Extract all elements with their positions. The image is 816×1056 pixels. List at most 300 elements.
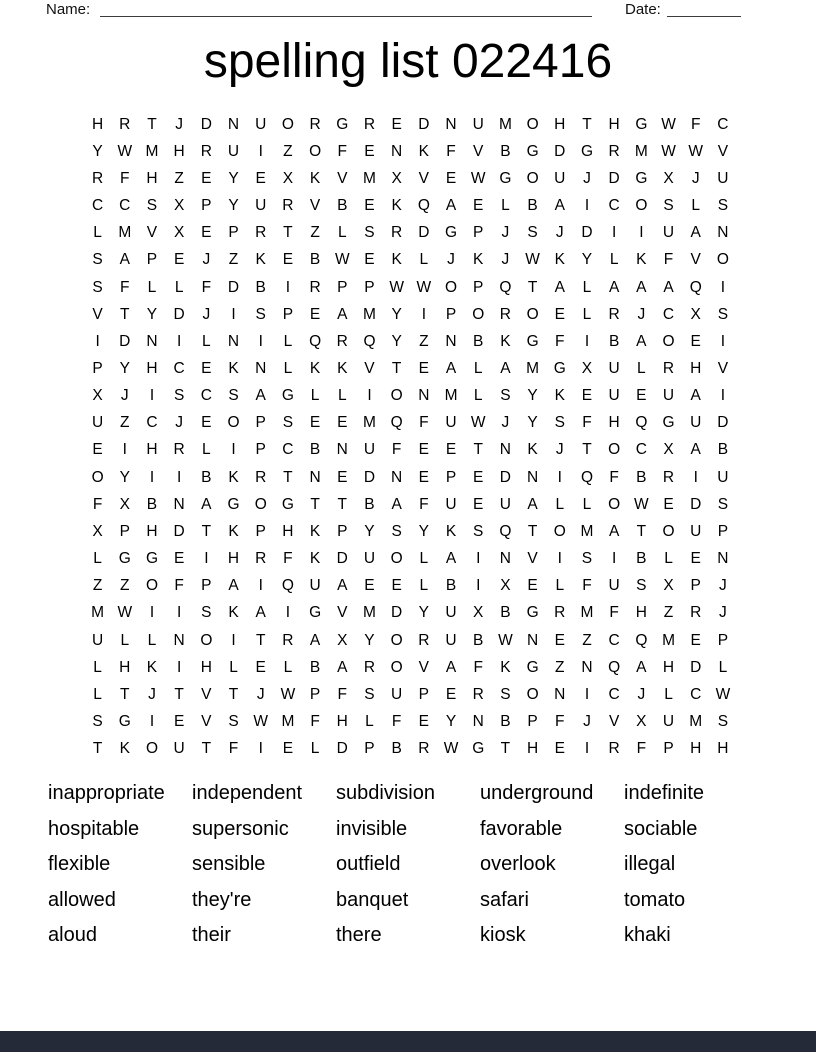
grid-letter: Q [281,577,294,595]
grid-letter: O [662,522,675,540]
grid-letter: U [363,550,376,568]
grid-letter: R [418,740,430,758]
word-list-item: they're [192,888,252,911]
grid-letter: B [473,631,484,649]
grid-letter: M [363,604,376,622]
grid-letter: C [119,197,131,215]
word-list-item: subdivision [336,782,435,804]
grid-letter: L [637,359,646,377]
grid-letter: L [419,251,429,269]
grid-letter: G [472,740,485,758]
grid-letter: V [146,224,158,242]
word-list-item: allowed [48,888,116,911]
grid-letter: S [717,495,729,513]
grid-letter: U [445,631,457,649]
grid-letter: H [635,604,647,622]
grid-letter: B [500,713,511,731]
grid-letter: U [690,522,702,540]
grid-letter: L [202,441,211,459]
grid-letter: O [281,115,294,133]
word-list-item: kiosk [480,924,526,947]
grid-letter: K [146,658,158,676]
grid-letter: R [255,468,267,486]
grid-letter: O [662,332,675,350]
grid-letter: I [584,740,590,758]
grid-letter: P [663,740,674,758]
grid-letter: G [227,495,240,513]
grid-letter: Q [499,278,512,296]
grid-letter: I [149,604,155,622]
grid-letter: D [690,658,702,676]
grid-letter: F [120,169,130,187]
grid-letter: S [146,197,158,215]
grid-letter: S [527,224,538,242]
grid-letter: G [281,495,294,513]
grid-letter: K [418,142,430,160]
grid-letter: B [445,577,457,595]
grid-letter: P [473,224,484,242]
grid-letter: I [122,441,127,459]
grid-letter: P [445,468,457,486]
grid-letter: U [608,577,620,595]
grid-letter: E [554,740,565,758]
grid-letter: D [499,468,511,486]
grid-letter: J [637,305,646,323]
grid-letter: K [500,332,511,350]
grid-letter: W [470,414,486,432]
grid-letter: F [201,278,212,296]
grid-letter: S [92,713,103,731]
grid-letter: R [499,305,511,323]
grid-letter: B [527,197,538,215]
grid-letter: A [445,359,457,377]
grid-letter: E [663,495,674,513]
grid-letter: P [473,278,484,296]
grid-letter: H [227,550,240,568]
grid-letter: K [636,251,647,269]
word-list-item: their [192,924,231,947]
grid-letter: W [117,604,133,622]
grid-letter: X [92,522,103,540]
grid-letter: W [470,169,486,187]
grid-letter: C [717,115,729,133]
grid-letter: E [364,197,375,215]
grid-letter: I [612,224,617,242]
grid-letter: N [554,685,566,703]
grid-letter: T [147,115,157,133]
grid-letter: G [635,169,648,187]
grid-letter: O [145,740,158,758]
grid-letter: C [690,685,702,703]
grid-letter: E [690,332,701,350]
grid-letter: L [174,278,184,296]
grid-letter: G [526,604,539,622]
grid-letter: C [635,441,647,459]
grid-letter: N [255,359,267,377]
grid-letter: O [445,278,458,296]
grid-letter: U [255,115,267,133]
grid-letter: K [473,251,484,269]
grid-letter: E [309,414,321,432]
grid-letter: R [472,685,484,703]
grid-letter: O [608,495,621,513]
grid-letter: F [174,577,184,595]
grid-letter: N [227,332,240,350]
grid-letter: N [526,631,539,649]
grid-letter: A [309,631,321,649]
grid-letter: V [418,658,430,676]
grid-letter: H [146,169,158,187]
grid-letter: A [445,550,457,568]
grid-letter: E [473,468,484,486]
grid-letter: H [146,441,158,459]
grid-letter: Y [92,142,103,160]
grid-letter: P [337,278,348,296]
grid-letter: M [526,359,540,377]
grid-letter: C [91,197,104,215]
grid-letter: P [717,522,729,540]
grid-letter: E [445,169,457,187]
grid-letter: D [173,522,185,540]
grid-letter: A [690,224,701,242]
grid-letter: H [119,658,131,676]
grid-letter: M [363,305,376,323]
grid-letter: F [609,604,619,622]
grid-letter: K [119,740,130,758]
grid-letter: J [555,224,564,242]
grid-letter: E [418,713,430,731]
grid-letter: W [443,740,459,758]
grid-letter: P [282,305,294,323]
grid-letter: F [446,142,456,160]
grid-letter: N [173,495,185,513]
grid-letter: I [149,468,155,486]
date-label: Date: [625,1,661,18]
grid-letter: W [715,685,731,703]
grid-letter: F [337,142,348,160]
grid-letter: R [363,115,376,133]
grid-letter: S [473,522,484,540]
grid-letter: P [445,305,457,323]
grid-letter: B [364,495,375,513]
grid-letter: R [608,305,620,323]
grid-letter: S [364,685,375,703]
grid-letter: I [639,224,644,242]
grid-letter: E [282,740,294,758]
grid-letter: E [418,359,430,377]
grid-letter: I [557,550,562,568]
word-list-item: outfield [336,853,401,876]
grid-letter: F [690,115,701,133]
grid-letter: K [309,359,321,377]
grid-letter: G [118,550,131,568]
grid-letter: I [204,550,209,568]
grid-letter: N [526,468,539,486]
grid-letter: T [391,359,402,377]
grid-letter: K [255,251,266,269]
grid-letter: L [337,224,347,242]
grid-letter: A [337,658,348,676]
grid-letter: J [583,713,591,731]
grid-letter: F [663,251,674,269]
grid-letter: U [499,495,511,513]
grid-letter: D [690,495,702,513]
grid-letter: I [285,278,291,296]
grid-letter: O [526,169,539,187]
grid-letter: J [719,577,727,595]
grid-letter: H [662,658,675,676]
grid-letter: V [473,142,484,160]
grid-letter: E [92,441,103,459]
grid-letter: J [447,251,455,269]
grid-letter: B [309,658,321,676]
grid-letter: X [337,631,348,649]
grid-letter: K [228,359,239,377]
grid-letter: J [637,685,646,703]
grid-letter: Q [635,414,648,432]
word-list-item: banquet [336,888,409,911]
grid-letter: O [390,658,403,676]
grid-letter: E [309,305,321,323]
grid-letter: A [554,197,565,215]
grid-letter: V [608,713,620,731]
grid-letter: S [201,604,212,622]
grid-letter: A [636,332,647,350]
grid-letter: M [145,142,159,160]
grid-letter: R [690,604,702,622]
grid-letter: T [120,685,130,703]
grid-letter: I [95,332,100,350]
grid-letter: D [173,305,185,323]
grid-letter: E [337,414,348,432]
grid-letter: L [501,197,510,215]
grid-letter: I [177,604,182,622]
grid-letter: E [255,169,266,187]
grid-letter: N [445,115,457,133]
grid-letter: M [281,713,295,731]
grid-letter: I [258,332,263,350]
grid-letter: P [337,522,348,540]
grid-letter: E [418,441,430,459]
grid-letter: J [202,251,211,269]
word-list-item: indefinite [624,782,705,804]
grid-letter: Y [445,713,457,731]
grid-letter: Z [120,577,130,595]
grid-letter: I [584,685,590,703]
grid-letter: E [445,441,457,459]
grid-letter: I [231,305,236,323]
grid-letter: W [253,713,269,731]
grid-letter: O [526,305,539,323]
grid-letter: A [337,305,348,323]
grid-letter: F [609,468,619,486]
grid-letter: E [554,631,565,649]
grid-letter: J [256,685,265,703]
grid-letter: W [280,685,296,703]
grid-letter: B [500,142,511,160]
grid-letter: Q [608,658,621,676]
grid-letter: T [120,305,130,323]
grid-letter: X [391,169,402,187]
grid-letter: J [175,414,184,432]
grid-letter: R [418,631,430,649]
grid-letter: R [282,631,294,649]
grid-letter: I [177,332,182,350]
grid-letter: H [717,740,729,758]
grid-letter: C [146,414,158,432]
grid-letter: H [91,115,104,133]
grid-letter: F [228,740,239,758]
grid-letter: V [201,685,212,703]
word-list-item: khaki [624,924,671,947]
grid-letter: D [391,604,403,622]
grid-letter: K [309,550,321,568]
grid-letter: K [228,522,239,540]
grid-letter: G [445,224,458,242]
grid-letter: U [445,604,457,622]
grid-letter: I [693,468,698,486]
grid-letter: X [119,495,130,513]
grid-letter: O [635,197,648,215]
grid-letter: B [636,468,647,486]
grid-letter: E [473,197,484,215]
grid-letter: D [336,740,348,758]
grid-letter: A [201,495,212,513]
grid-letter: Y [391,332,402,350]
grid-letter: L [582,278,592,296]
grid-letter: N [309,468,321,486]
grid-letter: L [93,658,102,676]
grid-letter: B [337,197,348,215]
grid-letter: P [690,577,701,595]
grid-letter: E [364,251,375,269]
grid-letter: A [690,387,701,405]
grid-letter: I [258,577,263,595]
grid-letter: L [93,550,102,568]
grid-letter: O [254,495,267,513]
grid-letter: U [662,387,675,405]
grid-letter: X [663,441,674,459]
grid-letter: T [201,522,212,540]
grid-letter: F [419,414,429,432]
grid-letter: I [720,332,726,350]
grid-letter: U [91,414,104,432]
grid-letter: I [231,631,236,649]
grid-letter: F [473,658,483,676]
grid-letter: Y [391,305,402,323]
grid-letter: Q [390,414,403,432]
grid-letter: B [608,332,620,350]
grid-letter: A [608,522,620,540]
grid-letter: T [283,224,293,242]
grid-letter: T [174,685,184,703]
word-list-item: tomato [624,888,686,911]
grid-letter: N [336,441,348,459]
grid-letter: O [390,631,403,649]
grid-letter: G [336,115,349,133]
grid-letter: T [636,522,647,540]
grid-letter: D [227,278,240,296]
grid-letter: K [309,169,321,187]
grid-letter: K [391,251,402,269]
grid-letter: E [690,550,701,568]
grid-letter: Y [119,359,130,377]
grid-letter: F [391,713,402,731]
grid-letter: S [500,387,511,405]
grid-letter: I [557,468,562,486]
grid-letter: H [608,414,620,432]
grid-letter: S [663,197,674,215]
grid-letter: N [499,441,511,459]
grid-letter: T [201,740,212,758]
grid-letter: X [636,713,647,731]
grid-letter: Y [527,414,538,432]
grid-letter: A [119,251,130,269]
grid-letter: M [689,713,703,731]
grid-letter: J [555,441,564,459]
grid-letter: T [473,441,483,459]
grid-letter: T [527,522,538,540]
grid-letter: O [553,522,566,540]
grid-letter: X [581,359,593,377]
grid-letter: R [200,142,212,160]
grid-letter: A [337,577,348,595]
grid-letter: I [584,197,590,215]
word-list-item: sensible [192,853,266,876]
grid-letter: K [554,251,565,269]
grid-letter: Q [309,332,322,350]
grid-letter: K [228,468,239,486]
grid-letter: G [635,115,648,133]
grid-letter: J [175,115,184,133]
grid-letter: F [582,577,592,595]
grid-letter: Y [364,522,375,540]
grid-letter: J [501,414,510,432]
grid-letter: E [690,631,701,649]
word-list-item: there [336,924,382,947]
grid-letter: K [445,522,457,540]
grid-letter: L [365,713,374,731]
grid-letter: Q [689,278,702,296]
grid-letter: B [309,251,321,269]
grid-letter: Q [499,522,512,540]
grid-letter: C [200,387,212,405]
grid-letter: Z [582,631,592,649]
grid-letter: Z [228,251,239,269]
grid-letter: L [202,332,211,350]
grid-letter: E [337,468,348,486]
grid-letter: Q [363,332,376,350]
grid-letter: B [255,278,266,296]
grid-letter: Z [663,604,674,622]
grid-letter: D [119,332,131,350]
grid-letter: W [389,278,404,296]
grid-letter: Z [92,577,103,595]
grid-letter: R [554,604,566,622]
grid-letter: K [391,197,402,215]
grid-letter: E [173,251,185,269]
grid-letter: V [418,169,430,187]
grid-letter: L [609,251,619,269]
grid-letter: Y [418,522,430,540]
grid-letter: S [173,387,185,405]
grid-letter: I [476,577,481,595]
grid-letter: A [527,495,538,513]
date-blank-line [667,0,741,17]
grid-letter: A [255,387,266,405]
grid-letter: Y [228,169,239,187]
grid-letter: I [231,441,236,459]
